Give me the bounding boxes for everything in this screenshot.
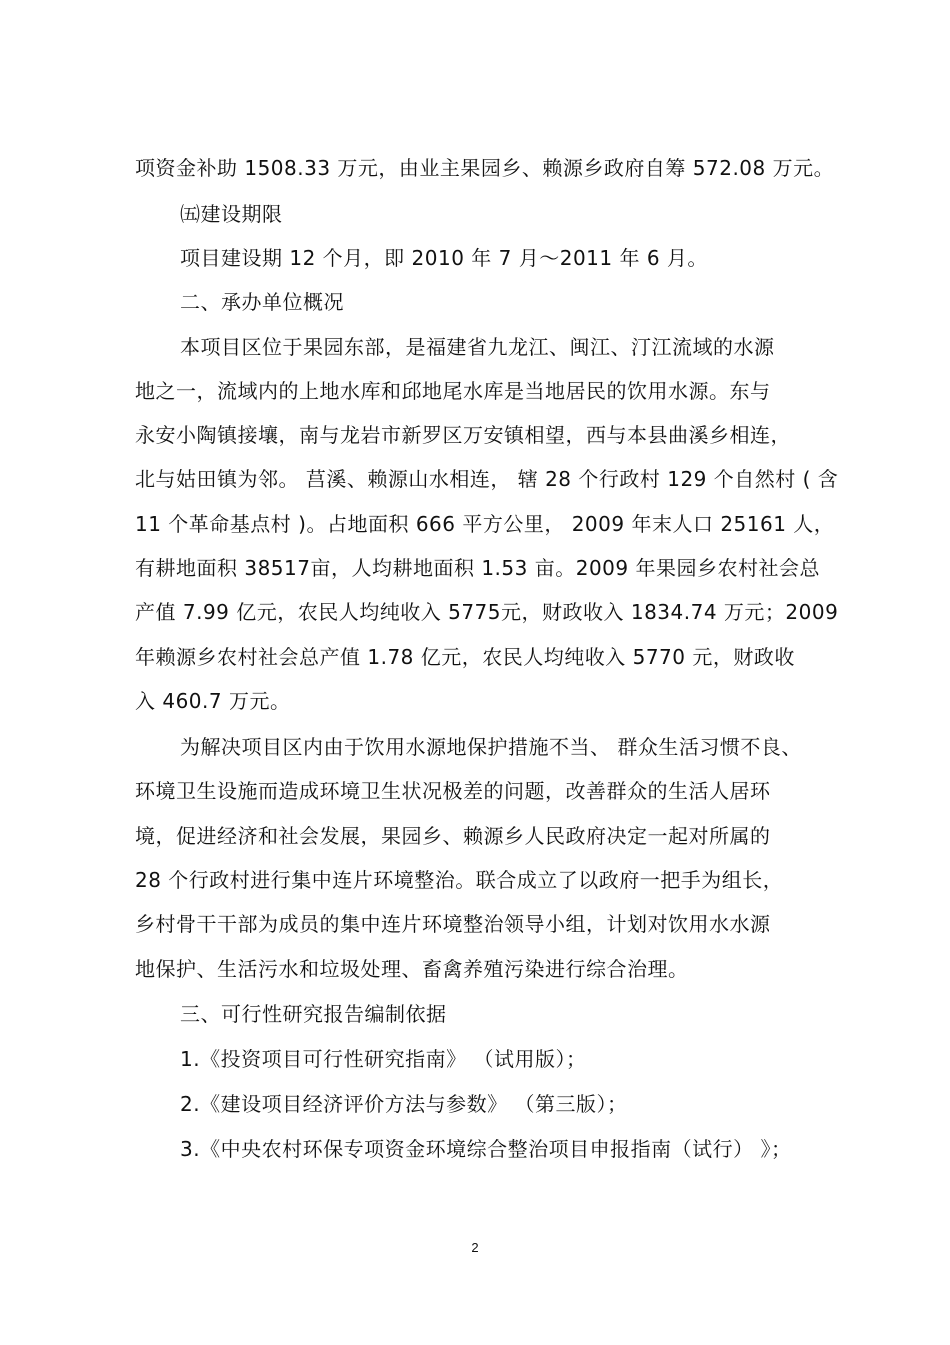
text-line: 产值 7.99 亿元，农民人均纯收入 5775元，财政收入 1834.74 万元；2009: [135, 600, 839, 624]
text-line: 地之一，流域内的上地水库和邱地尾水库是当地居民的饮用水源。东与: [135, 379, 771, 403]
list-item: 3.《中央农村环保专项资金环境综合整治项目申报指南（试行） 》；: [180, 1137, 792, 1161]
page-number: 2: [471, 1240, 479, 1255]
text-line: 28 个行政村进行集中连片环境整治。联合成立了以政府一把手为组长，: [135, 868, 784, 892]
text-line: 乡村骨干干部为成员的集中连片环境整治领导小组，计划对饮用水水源: [135, 912, 771, 936]
section-heading-organizer-overview: 二、承办单位概况: [180, 290, 344, 314]
list-item: 1.《投资项目可行性研究指南》 （试用版）；: [180, 1047, 587, 1071]
section-heading-feasibility-basis: 三、可行性研究报告编制依据: [180, 1002, 447, 1026]
text-line: 本项目区位于果园东部，是福建省九龙江、闽江、汀江流域的水源: [180, 335, 775, 359]
text-line: 年赖源乡农村社会总产值 1.78 亿元，农民人均纯收入 5770 元，财政收: [135, 645, 795, 669]
text-line: 环境卫生设施而造成环境卫生状况极差的问题，改善群众的生活人居环: [135, 779, 771, 803]
section-heading-construction-period: ㈤建设期限: [180, 202, 283, 226]
text-line: 项目建设期 12 个月，即 2010 年 7 月～2011 年 6 月。: [180, 246, 708, 270]
list-item: 2.《建设项目经济评价方法与参数》 （第三版）；: [180, 1092, 628, 1116]
text-line: 永安小陶镇接壤，南与龙岩市新罗区万安镇相望，西与本县曲溪乡相连，: [135, 423, 791, 447]
text-line: 入 460.7 万元。: [135, 689, 291, 713]
text-line: 北与姑田镇为邻。 莒溪、赖源山水相连， 辖 28 个行政村 129 个自然村 ( 含: [135, 467, 839, 491]
text-line: 为解决项目区内由于饮用水源地保护措施不当、 群众生活习惯不良、: [180, 735, 802, 759]
text-line: 境，促进经济和社会发展，果园乡、赖源乡人民政府决定一起对所属的: [135, 824, 771, 848]
text-line: 有耕地面积 38517亩，人均耕地面积 1.53 亩。2009 年果园乡农村社会总: [135, 556, 820, 580]
text-line: 地保护、生活污水和垃圾处理、畜禽养殖污染进行综合治理。: [135, 957, 689, 981]
text-line: 项资金补助 1508.33 万元，由业主果园乡、赖源乡政府自筹 572.08 万元。: [135, 156, 835, 180]
text-line: 11 个革命基点村 )。占地面积 666 平方公里， 2009 年末人口 25161 人，: [135, 512, 835, 536]
